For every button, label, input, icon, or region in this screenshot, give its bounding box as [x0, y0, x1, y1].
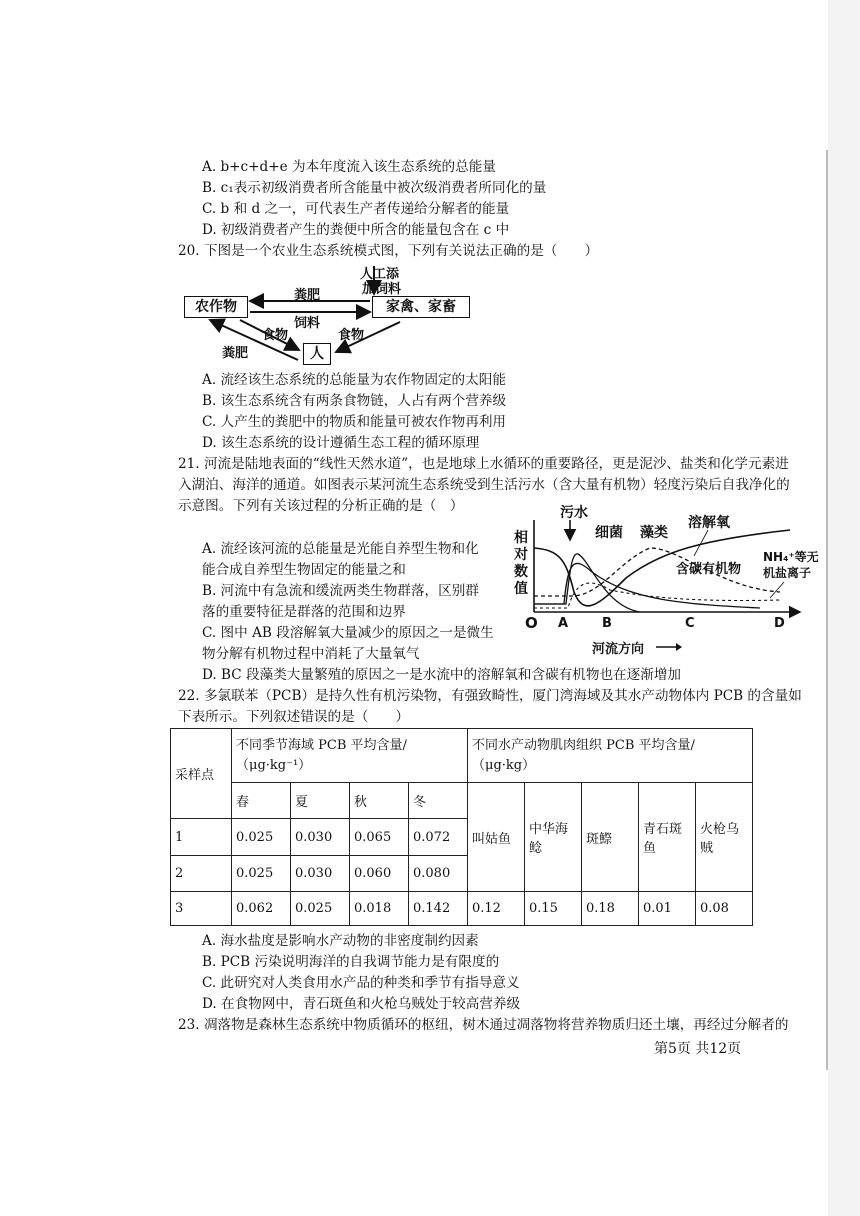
q21-stem-1: 21. 河流是陆地表面的“线性天然水道”，也是地球上水循环的重要路径，更是泥沙、盐类和化学元素进: [178, 456, 789, 472]
xlabel-arrow: [654, 640, 684, 654]
q22-stem-1: 22. 多氯联苯（PCB）是持久性有机污染物，有强致畸性，厦门湾海域及其水产动物体内 PCB 的含量如: [178, 688, 802, 704]
col-site-header: 采样点: [171, 729, 232, 819]
nh4-leader: [770, 582, 784, 598]
graph-ylabel: 相对数值: [514, 530, 528, 597]
q20-option-b: B. 该生态系统含有两条食物链，人占有两个营养级: [202, 393, 507, 409]
graph-organic-carbon-label: 含碳有机物: [676, 562, 742, 577]
human-box: 人: [303, 343, 331, 365]
q21-option-c-1: C. 图中 AB 段溶解氧大量减少的原因之一是微生: [202, 625, 494, 641]
q22-option-d: D. 在食物网中，青石斑鱼和火枪乌贼处于较高营养级: [202, 996, 521, 1012]
value-cell: 0.025: [232, 856, 291, 892]
animal-2: 中华海鲶: [525, 783, 582, 892]
value-cell: 0.025: [232, 819, 291, 856]
q22-stem-2: 下表所示。下列叙述错误的是（ ）: [178, 709, 410, 725]
graph-tick-c: C: [685, 616, 695, 631]
q19-option-b: B. c₁表示初级消费者所含能量中被次级消费者所同化的量: [202, 180, 547, 196]
value-cell: 0.030: [291, 819, 350, 856]
graph-tick-b: B: [602, 616, 612, 631]
manure-top-label: 粪肥: [294, 288, 321, 303]
q19-option-c: C. b 和 d 之一，可代表生产者传递给分解者的能量: [202, 201, 510, 217]
graph-sewage-label: 污水: [560, 505, 588, 521]
animal-value-cell: 0.15: [525, 892, 582, 926]
q21-option-d: D. BC 段藻类大量繁殖的原因之一是水流中的溶解氧和含碳有机物也在逐渐增加: [202, 667, 682, 683]
season-spring: 春: [232, 783, 291, 819]
q20-option-c: C. 人产生的粪肥中的物质和能量可被农作物再利用: [202, 414, 507, 430]
season-header: 不同季节海域 PCB 平均含量/（μg·kg⁻¹）: [232, 729, 468, 783]
food-right-label: 食物: [338, 328, 365, 343]
crops-box: 农作物: [184, 296, 248, 318]
graph-do-label: 溶解氧: [688, 515, 730, 531]
value-cell: 0.062: [232, 892, 291, 926]
value-cell: 0.030: [291, 856, 350, 892]
page-footer: 第5页 共12页: [654, 1041, 742, 1057]
q21-option-b-2: 落的重要特征是群落的范围和边界: [202, 604, 406, 620]
table-row: [171, 892, 753, 926]
animal-header: 不同水产动物肌肉组织 PCB 平均含量/（μg·kg）: [468, 729, 753, 783]
site-cell: 3: [171, 892, 232, 926]
q19-option-d: D. 初级消费者产生的粪便中所含的能量包含在 c 中: [202, 222, 510, 238]
q22-option-c: C. 此研究对人类食用水产品的种类和季节有指导意义: [202, 975, 520, 991]
animal-4: 青石斑鱼: [639, 783, 696, 892]
graph-xlabel: 河流方向: [592, 642, 645, 657]
q20-option-d: D. 该生态系统的设计遵循生态工程的循环原理: [202, 435, 480, 451]
livestock-box: 家禽、家畜: [372, 296, 470, 318]
value-cell: 0.142: [409, 892, 468, 926]
site-cell: 1: [171, 819, 232, 856]
animal-3: 斑鰶: [582, 783, 639, 892]
manure-left-label: 粪肥: [222, 346, 249, 361]
animal-value-cell: 0.08: [696, 892, 753, 926]
value-cell: 0.065: [350, 819, 409, 856]
food-left-label: 食物: [262, 328, 289, 343]
season-winter: 冬: [409, 783, 468, 819]
q21-option-a-2: 能合成自养型生物固定的能量之和: [202, 562, 406, 578]
q19-option-a: A. b+c+d+e 为本年度流入该生态系统的总能量: [202, 159, 496, 175]
graph-origin: O: [525, 614, 538, 632]
graph-bacteria-label: 细菌: [595, 525, 623, 541]
value-cell: 0.072: [409, 819, 468, 856]
animal-5: 火枪乌贼: [696, 783, 753, 892]
graph-tick-d: D: [774, 616, 785, 631]
graph-nh4-label-2: 机盐离子: [763, 566, 812, 580]
graph-tick-a: A: [558, 616, 569, 631]
season-summer: 夏: [291, 783, 350, 819]
graph-algae-label: 藻类: [640, 525, 668, 541]
feed-label: 饲料: [294, 316, 321, 331]
feed-input-label-2: 加饲料: [362, 282, 402, 297]
q21-option-a-1: A. 流经该河流的总能量是光能自养型生物和化: [202, 541, 479, 557]
value-cell: 0.080: [409, 856, 468, 892]
value-cell: 0.025: [291, 892, 350, 926]
site-cell: 2: [171, 856, 232, 892]
q21-option-c-2: 物分解有机物过程中消耗了大量氧气: [202, 646, 420, 662]
animal-value-cell: 0.18: [582, 892, 639, 926]
animal-value-cell: 0.01: [639, 892, 696, 926]
q21-option-b-1: B. 河流中有急流和缓流两类生物群落，区别群: [202, 583, 479, 599]
value-cell: 0.060: [350, 856, 409, 892]
season-autumn: 秋: [350, 783, 409, 819]
feed-input-label-1: 人工添: [360, 267, 400, 282]
q21-stem-2: 入湖泊、海洋的通道。如图表示某河流生态系统受到生活污水（含大量有机物）轻度污染后自我净化的: [178, 477, 790, 493]
q21-stem-3: 示意图。下列有关该过程的分析正确的是（ ）: [178, 498, 464, 514]
q20-stem: 20. 下图是一个农业生态系统模式图，下列有关说法正确的是（ ）: [178, 243, 599, 259]
pcb-table: [170, 728, 753, 926]
algae-curve: [534, 548, 780, 596]
graph-nh4-label-1: NH₄⁺等无: [763, 550, 819, 564]
q22-option-a: A. 海水盐度是影响水产动物的非密度制约因素: [202, 933, 479, 949]
q20-option-a: A. 流经该生态系统的总能量为农作物固定的太阳能: [202, 372, 506, 388]
q22-option-b: B. PCB 污染说明海洋的自我调节能力是有限度的: [202, 954, 500, 970]
value-cell: 0.018: [350, 892, 409, 926]
q23-stem: 23. 凋落物是森林生态系统中物质循环的枢纽，树木通过凋落物将营养物质归还土壤，再经过分解者的: [178, 1017, 789, 1033]
animal-1: 叫姑鱼: [468, 783, 525, 892]
animal-value-cell: 0.12: [468, 892, 525, 926]
